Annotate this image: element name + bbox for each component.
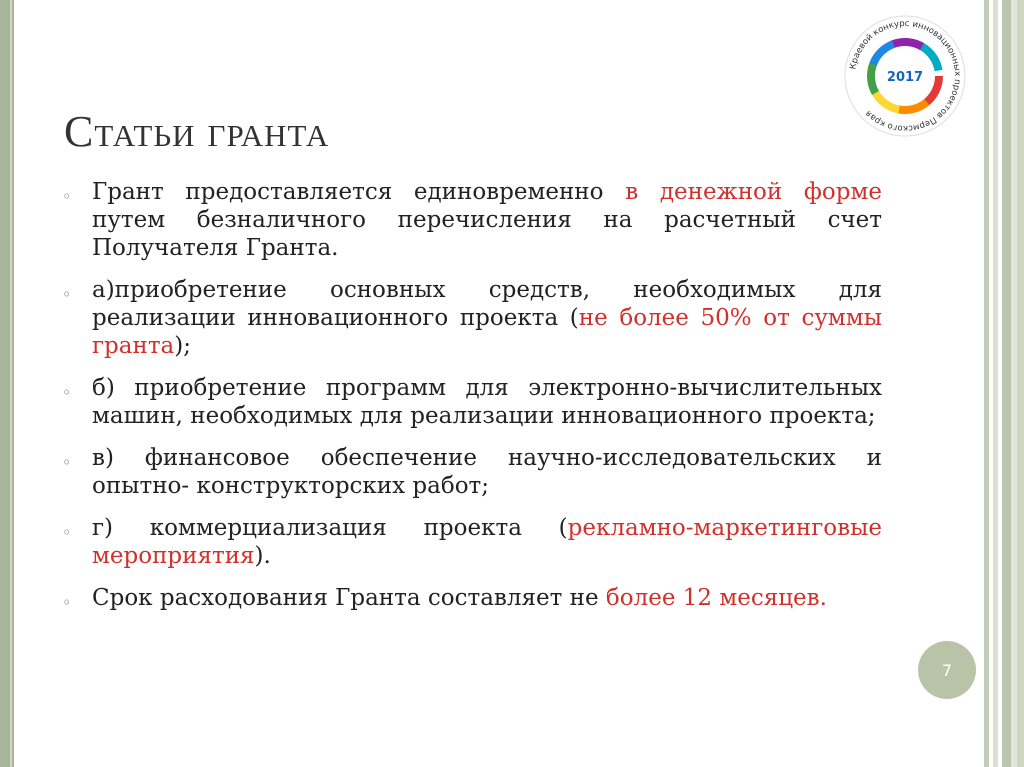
bullet-circle-icon: ◦ (62, 383, 72, 402)
logo-year: 2017 (886, 70, 924, 85)
bullet-text: г) коммерциализация проекта ( (92, 515, 568, 541)
bullet-text: Срок расходования Гранта составляет не (92, 585, 606, 611)
page-number-badge: 7 (918, 641, 976, 699)
highlighted-text: более 12 месяцев. (605, 585, 827, 611)
bullet-text: ). (254, 543, 271, 569)
bullet-item (62, 276, 882, 360)
bullet-item (62, 178, 882, 262)
bullet-item (62, 584, 882, 612)
bullet-list (62, 178, 882, 626)
bullet-text: а)приобретение основных средств, необходимых для реализации инновационного проекта ( (92, 277, 882, 331)
bullet-text: ); (174, 333, 191, 359)
highlighted-text: в денежной форме (625, 179, 882, 205)
contest-logo (841, 12, 969, 140)
bullet-circle-icon: ◦ (62, 285, 72, 304)
bullet-circle-icon: ◦ (62, 453, 72, 472)
bullet-item (62, 514, 882, 570)
bullet-item (62, 374, 882, 430)
bullet-text: в) финансовое обеспечение научно-исследовательских и опытно- конструкторских работ; (92, 445, 882, 499)
left-border (0, 0, 14, 767)
bullet-circle-icon: ◦ (62, 593, 72, 612)
bullet-text: путем безналичного перечисления на расчетный счет Получателя Гранта. (92, 207, 882, 261)
highlighted-text: не более 50% от суммы гранта (92, 305, 882, 359)
bullet-item (62, 444, 882, 500)
highlighted-text: рекламно-маркетинговые мероприятия (92, 515, 882, 569)
bullet-text: б) приобретение программ для электронно-вычислительных машин, необходимых для реализации инновационного проекта; (92, 375, 882, 429)
bullet-text: Грант предоставляется единовременно (92, 179, 626, 205)
logo-ring-text: Краевой конкурс инновационных проектов Пермского края (848, 18, 963, 134)
right-decorative-stripes (984, 0, 1024, 767)
bullet-circle-icon: ◦ (62, 187, 72, 206)
slide-title: Статьи гранта (64, 107, 330, 156)
bullet-circle-icon: ◦ (62, 523, 72, 542)
